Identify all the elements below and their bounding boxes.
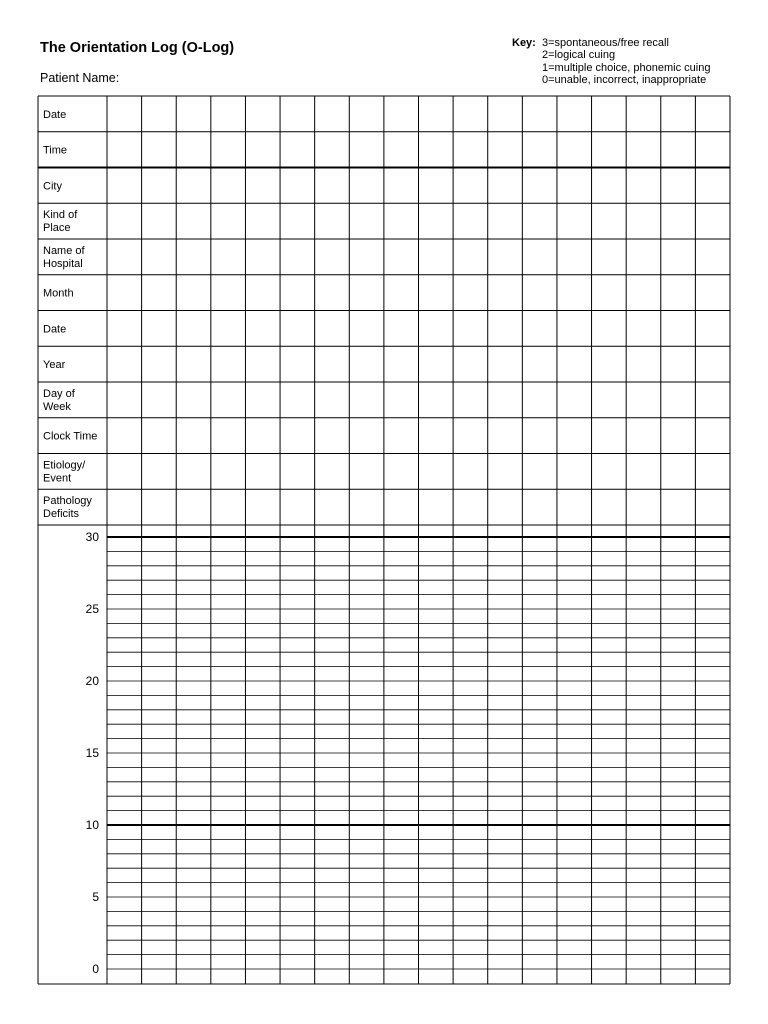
row-label: Hospital <box>43 257 83 270</box>
key-label: Key: <box>512 37 536 49</box>
row-label: City <box>43 180 62 193</box>
row-label: Time <box>43 144 68 157</box>
row-label: Date <box>43 323 67 336</box>
key-item-1: 1=multiple choice, phonemic cuing <box>542 61 711 74</box>
row-label: Month <box>43 287 74 300</box>
row-label: Day of <box>43 387 75 400</box>
score-tick-label: 25 <box>85 602 99 616</box>
row-label: Week <box>43 400 71 413</box>
row-label: Place <box>43 222 71 235</box>
row-label: Kind of <box>43 209 78 222</box>
score-tick-label: 5 <box>92 890 99 904</box>
row-label: Clock Time <box>43 430 98 443</box>
score-tick-label: 0 <box>92 962 99 976</box>
key-item-3: 3=spontaneous/free recall <box>542 37 669 49</box>
key-item-0: 0=unable, incorrect, inappropriate <box>542 73 707 86</box>
row-label: Deficits <box>43 508 80 521</box>
score-tick-label: 30 <box>85 530 99 544</box>
score-tick-label: 20 <box>85 674 99 688</box>
row-label: Name of <box>43 244 85 257</box>
patient-name-label: Patient Name: <box>40 71 120 85</box>
form-title: The Orientation Log (O-Log) <box>40 40 235 56</box>
score-tick-label: 15 <box>85 746 99 760</box>
row-label: Date <box>43 108 67 121</box>
row-label: Pathology <box>43 495 92 508</box>
row-label: Event <box>43 472 72 485</box>
score-tick-label: 10 <box>85 818 99 832</box>
key-item-2: 2=logical cuing <box>542 49 616 62</box>
row-label: Year <box>43 359 66 372</box>
row-label: Etiology/ <box>43 459 86 472</box>
